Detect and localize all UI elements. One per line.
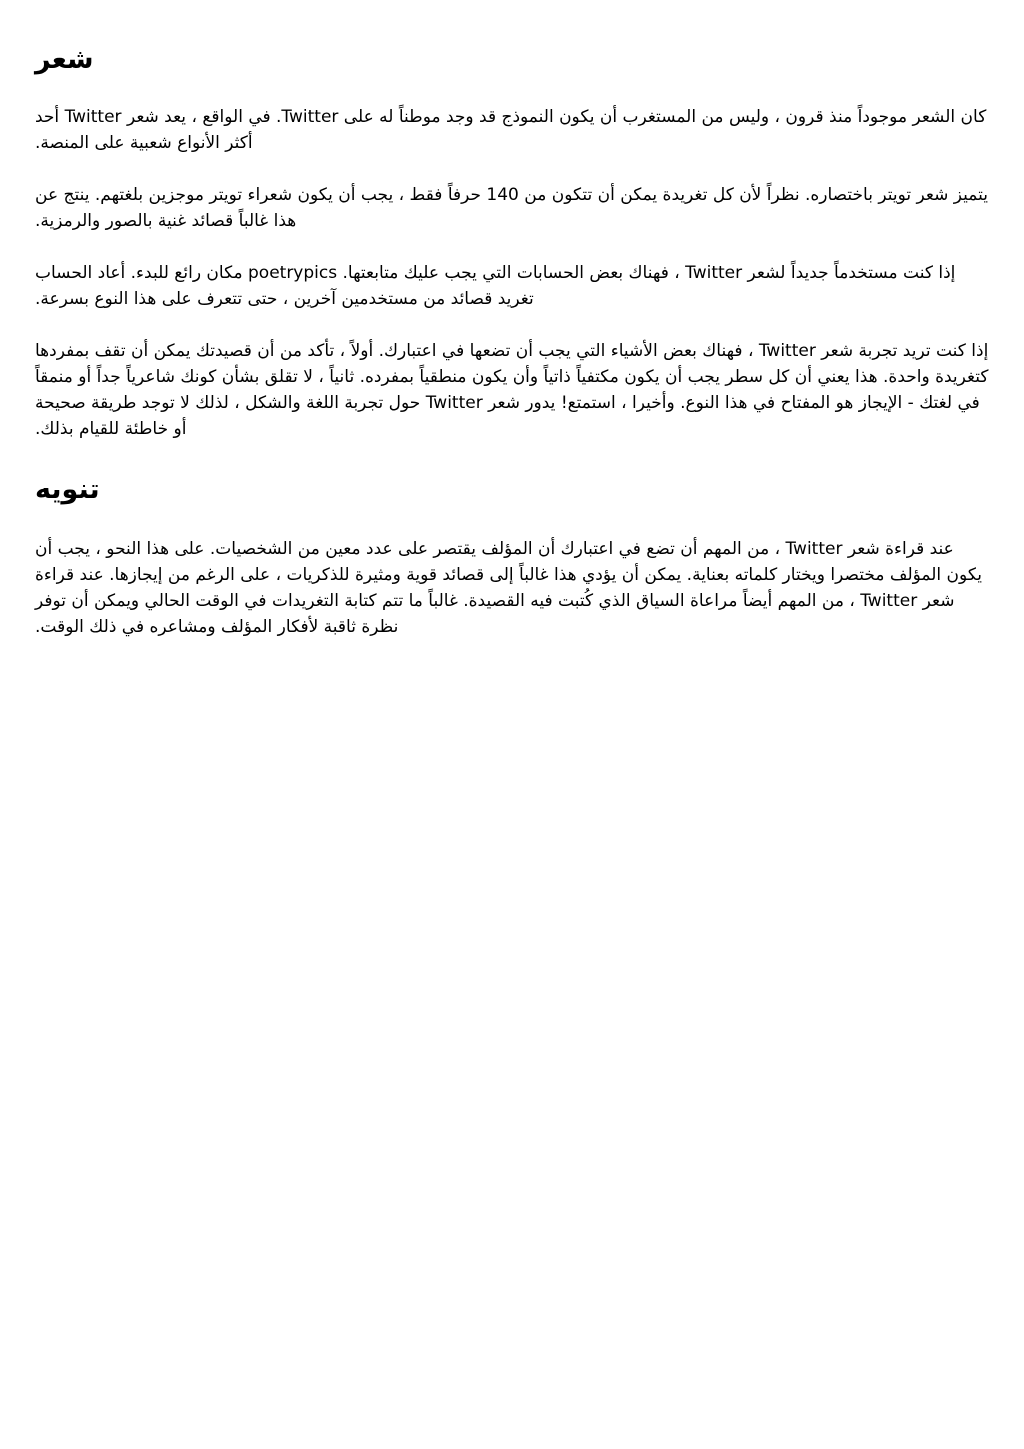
section-heading-poetry: شعر	[35, 44, 94, 75]
document-page	[0, 0, 1024, 640]
paragraph: إذا كنت مستخدماً جديداً لشعر Twitter ، فهناك بعض الحسابات التي يجب عليك متابعتها. poetrypics مكان رائع للبدء. أعاد الحساب تغريد قصائد من مستخدمين آخرين ، حتى تتعرف على هذا النوع بسرعة.	[35, 263, 956, 309]
paragraph: كان الشعر موجوداً منذ قرون ، وليس من المستغرب أن يكون النموذج قد وجد موطناً له على Twitter. في الواقع ، يعد شعر Twitter أحد أكثر الأنواع شعبية على المنصة.	[35, 107, 987, 153]
paragraph: إذا كنت تريد تجربة شعر Twitter ، فهناك بعض الأشياء التي يجب أن تضعها في اعتبارك. أولاً ، تأكد من أن قصيدتك يمكن أن تقف بمفردها كتغريدة واحدة. هذا يعني أن كل سطر يجب أن يكون مكتفياً ذاتياً وأن يكون منطقياً بمفرده. ثانياً ، لا تقلق بشأن كونك شاعرياً جداً أو منمقاً في لغتك - الإيجاز هو المفتاح في هذا النوع. وأخيرا ، استمتع! يدور شعر Twitter حول تجربة اللغة والشكل ، لذلك لا توجد طريقة صحيحة أو خاطئة للقيام بذلك.	[35, 341, 989, 439]
section-heading-disclaimer: تنويه	[35, 474, 100, 505]
paragraph: يتميز شعر تويتر باختصاره. نظراً لأن كل تغريدة يمكن أن تتكون من 140 حرفاً فقط ، يجب أن يكون شعراء تويتر موجزين بلغتهم. ينتج عن هذا غالباً قصائد غنية بالصور والرمزية.	[35, 185, 988, 231]
paragraph: عند قراءة شعر Twitter ، من المهم أن تضع في اعتبارك أن المؤلف يقتصر على عدد معين من الشخصيات. على هذا النحو ، يجب أن يكون المؤلف مختصرا ويختار كلماته بعناية. يمكن أن يؤدي هذا غالباً إلى قصائد قوية ومثيرة للذكريات ، على الرغم من إيجازها. عند قراءة شعر Twitter ، من المهم أيضاً مراعاة السياق الذي كُتبت فيه القصيدة. غالباً ما تتم كتابة التغريدات في الوقت الحالي ويمكن أن توفر نظرة ثاقبة لأفكار المؤلف ومشاعره في ذلك الوقت.	[35, 539, 982, 637]
